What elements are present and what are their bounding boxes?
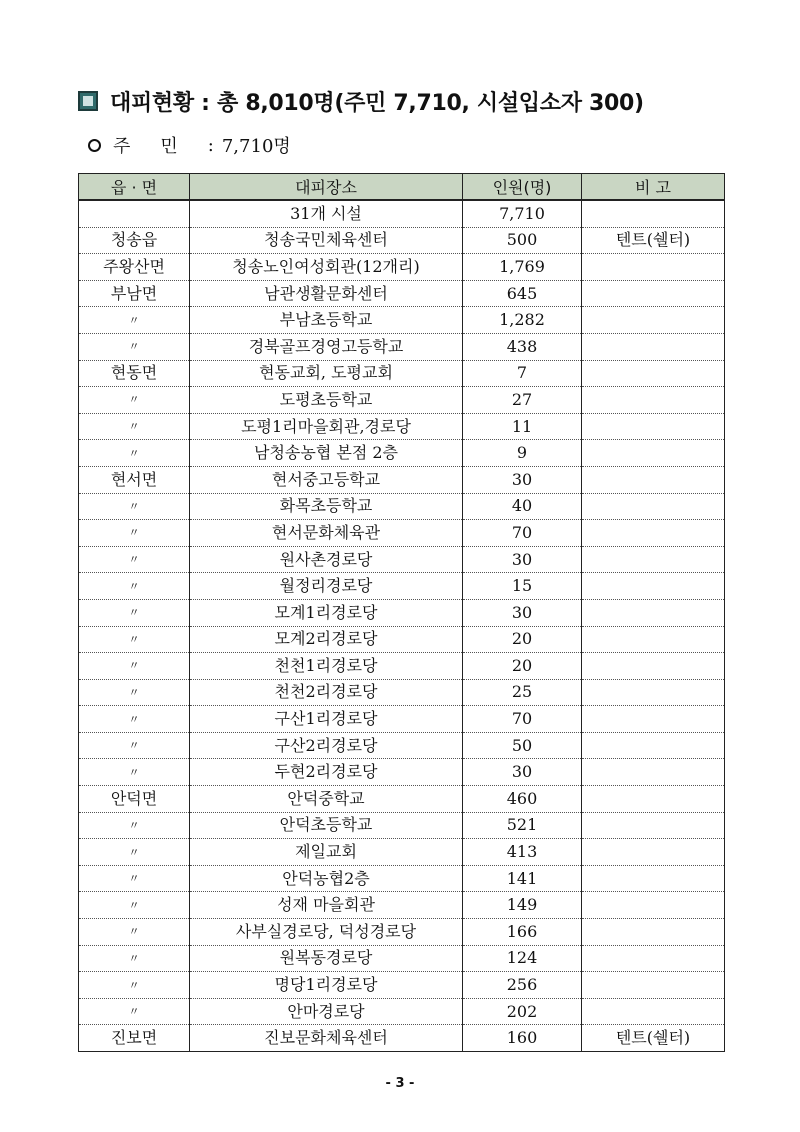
circle-bullet-icon [88, 139, 101, 152]
cell-shelter: 청송국민체육센터 [190, 227, 463, 254]
cell-note [582, 387, 725, 414]
cell-shelter: 화목초등학교 [190, 493, 463, 520]
cell-note [582, 865, 725, 892]
table-row [79, 599, 725, 626]
table-row [79, 679, 725, 706]
header-count: 인원(명) [463, 174, 582, 201]
cell-note [582, 360, 725, 387]
cell-district: 〃 [79, 307, 190, 334]
cell-count: 1,769 [463, 254, 582, 281]
cell-count: 124 [463, 945, 582, 972]
cell-count: 50 [463, 732, 582, 759]
header-district: 읍 · 면 [79, 174, 190, 201]
cell-count: 500 [463, 227, 582, 254]
table-row [79, 626, 725, 653]
cell-district: 〃 [79, 387, 190, 414]
cell-count: 166 [463, 919, 582, 946]
cell-note [582, 653, 725, 680]
table-row [79, 865, 725, 892]
cell-note [582, 280, 725, 307]
cell-shelter: 모계1리경로당 [190, 599, 463, 626]
table-row [79, 254, 725, 281]
table-row [79, 839, 725, 866]
cell-count: 40 [463, 493, 582, 520]
cell-count: 30 [463, 466, 582, 493]
cell-note [582, 254, 725, 281]
cell-count: 141 [463, 865, 582, 892]
cell-count: 7 [463, 360, 582, 387]
cell-shelter: 현동교회, 도평교회 [190, 360, 463, 387]
cell-district: 〃 [79, 812, 190, 839]
table-row [79, 440, 725, 467]
cell-district: 〃 [79, 732, 190, 759]
table-row [79, 546, 725, 573]
cell-note [582, 493, 725, 520]
cell-count: 30 [463, 546, 582, 573]
table-row [79, 972, 725, 999]
cell-note [582, 919, 725, 946]
cell-count: 30 [463, 599, 582, 626]
cell-count: 11 [463, 413, 582, 440]
cell-note [582, 520, 725, 547]
cell-shelter: 천천1리경로당 [190, 653, 463, 680]
cell-shelter: 도평1리마을회관,경로당 [190, 413, 463, 440]
cell-count: 7,710 [463, 200, 582, 227]
cell-note [582, 333, 725, 360]
cell-district: 〃 [79, 333, 190, 360]
cell-shelter: 청송노인여성회관(12개리) [190, 254, 463, 281]
cell-shelter: 명당1리경로당 [190, 972, 463, 999]
cell-note: 텐트(쉘터) [582, 227, 725, 254]
table-row [79, 786, 725, 813]
section-title [78, 86, 644, 116]
cell-shelter: 안덕초등학교 [190, 812, 463, 839]
cell-note [582, 200, 725, 227]
cell-shelter: 모계2리경로당 [190, 626, 463, 653]
cell-district: 부남면 [79, 280, 190, 307]
subsection-value: 7,710명 [221, 136, 291, 157]
cell-district: 〃 [79, 573, 190, 600]
cell-shelter: 두현2리경로당 [190, 759, 463, 786]
table-row [79, 945, 725, 972]
section-title-text: 대피현황 : 총 8,010명(주민 7,710, 시설입소자 300) [110, 90, 644, 116]
table-row [79, 333, 725, 360]
cell-district: 〃 [79, 839, 190, 866]
cell-district: 〃 [79, 759, 190, 786]
table-row [79, 998, 725, 1025]
table-row [79, 493, 725, 520]
cell-note [582, 839, 725, 866]
header-shelter: 대피장소 [190, 174, 463, 201]
cell-count: 256 [463, 972, 582, 999]
evacuation-table [78, 173, 725, 1052]
cell-note [582, 998, 725, 1025]
cell-count: 25 [463, 679, 582, 706]
cell-district: 〃 [79, 919, 190, 946]
cell-district: 〃 [79, 546, 190, 573]
table-row [79, 466, 725, 493]
cell-shelter: 경북골프경영고등학교 [190, 333, 463, 360]
cell-district: 〃 [79, 945, 190, 972]
cell-district: 청송읍 [79, 227, 190, 254]
table-header-row [79, 174, 725, 201]
cell-count: 20 [463, 653, 582, 680]
cell-note [582, 466, 725, 493]
table-row [79, 307, 725, 334]
table-row [79, 706, 725, 733]
cell-shelter: 현서중고등학교 [190, 466, 463, 493]
cell-district: 〃 [79, 998, 190, 1025]
subsection-colon: : [207, 134, 214, 156]
cell-count: 521 [463, 812, 582, 839]
cell-count: 15 [463, 573, 582, 600]
cell-count: 202 [463, 998, 582, 1025]
cell-note [582, 706, 725, 733]
cell-note [582, 546, 725, 573]
table-row [79, 892, 725, 919]
table-row [79, 653, 725, 680]
cell-district: 〃 [79, 599, 190, 626]
cell-district: 〃 [79, 440, 190, 467]
table-row [79, 919, 725, 946]
cell-shelter: 도평초등학교 [190, 387, 463, 414]
table-row [79, 1025, 725, 1052]
cell-note [582, 599, 725, 626]
cell-shelter: 구산2리경로당 [190, 732, 463, 759]
table-row [79, 200, 725, 227]
cell-shelter: 현서문화체육관 [190, 520, 463, 547]
square-bullet-icon [78, 91, 98, 111]
cell-district: 〃 [79, 679, 190, 706]
cell-district: 현서면 [79, 466, 190, 493]
cell-district [79, 200, 190, 227]
cell-district: 〃 [79, 892, 190, 919]
cell-count: 27 [463, 387, 582, 414]
cell-district: 안덕면 [79, 786, 190, 813]
cell-shelter: 남관생활문화센터 [190, 280, 463, 307]
cell-district: 현동면 [79, 360, 190, 387]
table-row [79, 360, 725, 387]
cell-note: 텐트(쉘터) [582, 1025, 725, 1052]
cell-note [582, 307, 725, 334]
cell-district: 〃 [79, 520, 190, 547]
cell-shelter: 제일교회 [190, 839, 463, 866]
cell-shelter: 부남초등학교 [190, 307, 463, 334]
cell-note [582, 945, 725, 972]
subsection-label: 주민 [113, 136, 208, 157]
cell-note [582, 759, 725, 786]
cell-note [582, 440, 725, 467]
cell-shelter: 안덕중학교 [190, 786, 463, 813]
cell-shelter: 성재 마을회관 [190, 892, 463, 919]
cell-district: 〃 [79, 493, 190, 520]
cell-note [582, 732, 725, 759]
cell-count: 30 [463, 759, 582, 786]
cell-shelter: 월정리경로당 [190, 573, 463, 600]
cell-district: 〃 [79, 653, 190, 680]
cell-district: 〃 [79, 706, 190, 733]
cell-shelter: 진보문화체육센터 [190, 1025, 463, 1052]
cell-count: 1,282 [463, 307, 582, 334]
cell-shelter: 원복동경로당 [190, 945, 463, 972]
cell-district: 주왕산면 [79, 254, 190, 281]
cell-note [582, 972, 725, 999]
cell-note [582, 812, 725, 839]
cell-note [582, 573, 725, 600]
table-row [79, 227, 725, 254]
cell-district: 〃 [79, 865, 190, 892]
cell-shelter: 안덕농협2층 [190, 865, 463, 892]
cell-count: 460 [463, 786, 582, 813]
cell-shelter: 구산1리경로당 [190, 706, 463, 733]
table-row [79, 759, 725, 786]
cell-shelter: 원사촌경로당 [190, 546, 463, 573]
cell-count: 413 [463, 839, 582, 866]
table-row [79, 413, 725, 440]
cell-note [582, 413, 725, 440]
cell-note [582, 626, 725, 653]
table-row [79, 387, 725, 414]
table-row [79, 520, 725, 547]
table-row [79, 280, 725, 307]
cell-count: 70 [463, 520, 582, 547]
table-body [79, 200, 725, 1052]
cell-count: 9 [463, 440, 582, 467]
cell-count: 160 [463, 1025, 582, 1052]
cell-count: 645 [463, 280, 582, 307]
header-note: 비 고 [582, 174, 725, 201]
cell-count: 20 [463, 626, 582, 653]
cell-shelter: 남청송농협 본점 2층 [190, 440, 463, 467]
cell-note [582, 786, 725, 813]
subsection-heading [88, 130, 291, 160]
cell-district: 〃 [79, 626, 190, 653]
cell-count: 70 [463, 706, 582, 733]
table-row [79, 812, 725, 839]
page-number: - 3 - [385, 1076, 415, 1091]
cell-district: 〃 [79, 413, 190, 440]
cell-shelter: 사부실경로당, 덕성경로당 [190, 919, 463, 946]
cell-shelter: 천천2리경로당 [190, 679, 463, 706]
cell-shelter: 안마경로당 [190, 998, 463, 1025]
cell-note [582, 892, 725, 919]
cell-count: 149 [463, 892, 582, 919]
table-row [79, 732, 725, 759]
cell-district: 진보면 [79, 1025, 190, 1052]
cell-shelter: 31개 시설 [190, 200, 463, 227]
cell-count: 438 [463, 333, 582, 360]
cell-note [582, 679, 725, 706]
cell-district: 〃 [79, 972, 190, 999]
table-row [79, 573, 725, 600]
